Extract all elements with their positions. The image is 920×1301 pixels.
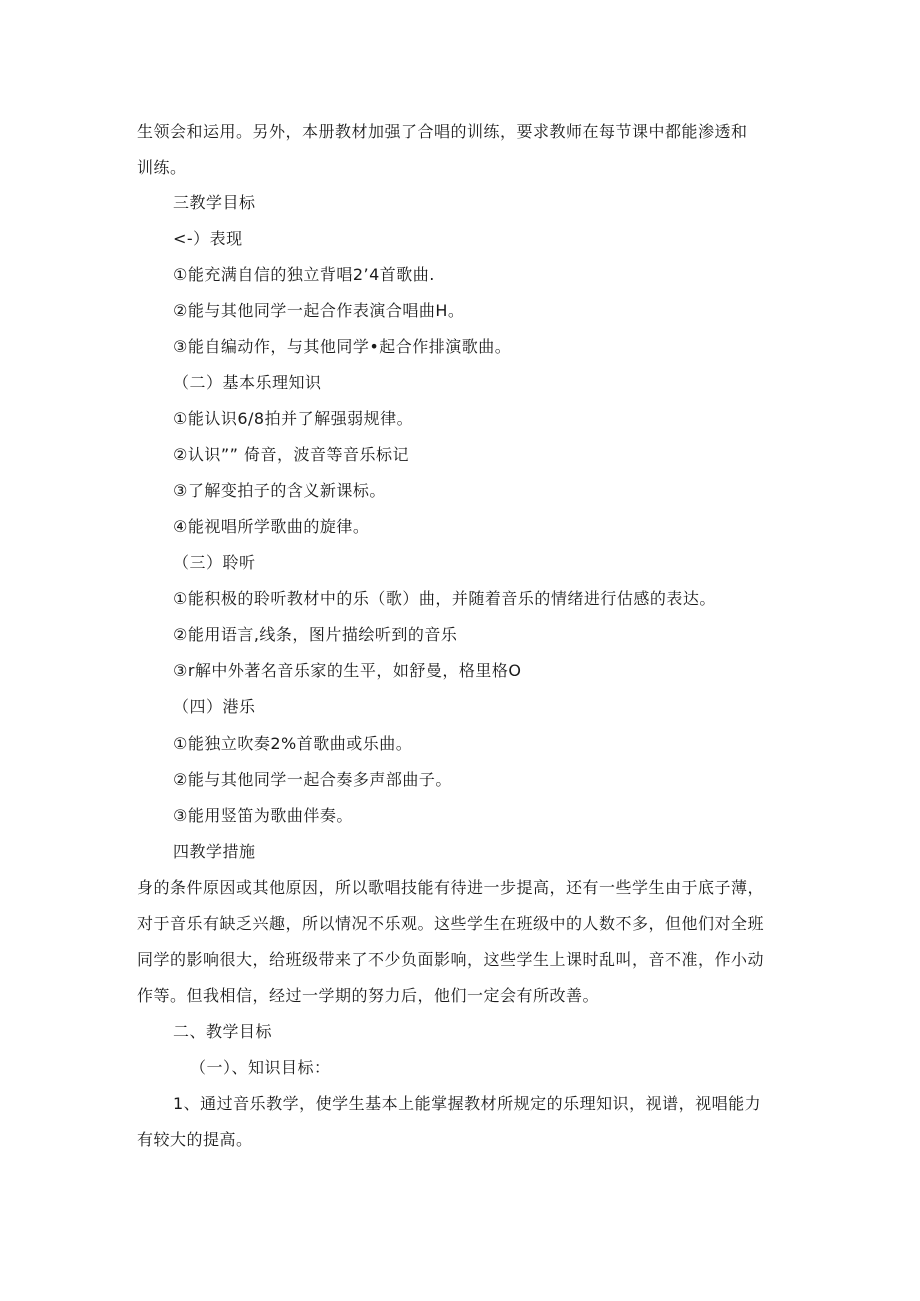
- body-text-line: 身的条件原因或其他原因，所以歌唱技能有待进一步提高，还有一些学生由于底子薄，: [137, 878, 765, 897]
- subsection-heading: （一）、知识目标：: [190, 1058, 331, 1077]
- list-item: ③了解变拍子的含义新课标。: [173, 481, 386, 500]
- list-item: ②认识”” 倚音，波音等音乐标记: [173, 445, 410, 464]
- list-item: ③能用竖笛为歌曲伴奏。: [173, 806, 353, 825]
- subsection-heading: （四）港乐: [173, 697, 256, 716]
- body-text-line: 训练。: [137, 158, 187, 177]
- section-heading: 四教学措施: [173, 842, 256, 861]
- list-item: ②能用语言,线条，图片描绘听到的音乐: [173, 625, 458, 644]
- body-text-line: 同学的影响很大，给班级带来了不少负面影响，这些学生上课时乱叫，音不准，作小动: [137, 950, 765, 969]
- list-item: ①能认识6/8拍并了解强弱规律。: [173, 409, 414, 428]
- list-item: ④能视唱所学歌曲的旋律。: [173, 517, 370, 536]
- body-text-line: 1、通过音乐教学，使学生基本上能掌握教材所规定的乐理知识，视谱，视唱能力: [173, 1094, 762, 1113]
- subsection-heading: <-）表现: [173, 229, 243, 248]
- section-heading: 三教学目标: [173, 193, 256, 212]
- body-text-line: 生领会和运用。另外，本册教材加强了合唱的训练，要求教师在每节课中都能渗透和: [137, 122, 748, 141]
- body-text-line: 对于音乐有缺乏兴趣，所以情况不乐观。这些学生在班级中的人数不多，但他们对全班: [137, 914, 765, 933]
- list-item: ②能与其他同学一起合作表演合唱曲H。: [173, 301, 465, 320]
- section-heading: 二、教学目标: [173, 1022, 273, 1041]
- list-item: ③能自编动作，与其他同学•起合作排演歌曲。: [173, 337, 512, 356]
- list-item: ①能充满自信的独立背唱2’4首歌曲.: [173, 265, 435, 284]
- body-text-line: 作等。但我相信，经过一学期的努力后，他们一定会有所改善。: [137, 986, 600, 1005]
- list-item: ①能独立吹奏2%首歌曲或乐曲。: [173, 734, 413, 753]
- list-item: ②能与其他同学一起合奏多声部曲子。: [173, 770, 452, 789]
- subsection-heading: （三）聆听: [173, 553, 256, 572]
- body-text-line: 有较大的提高。: [137, 1130, 253, 1149]
- list-item: ①能积极的聆听教材中的乐（歌）曲，并随着音乐的情绪进行估感的表达。: [173, 589, 716, 608]
- list-item: ③r解中外著名音乐家的生平，如舒曼，格里格O: [173, 661, 522, 680]
- subsection-heading: （二）基本乐理知识: [173, 373, 322, 392]
